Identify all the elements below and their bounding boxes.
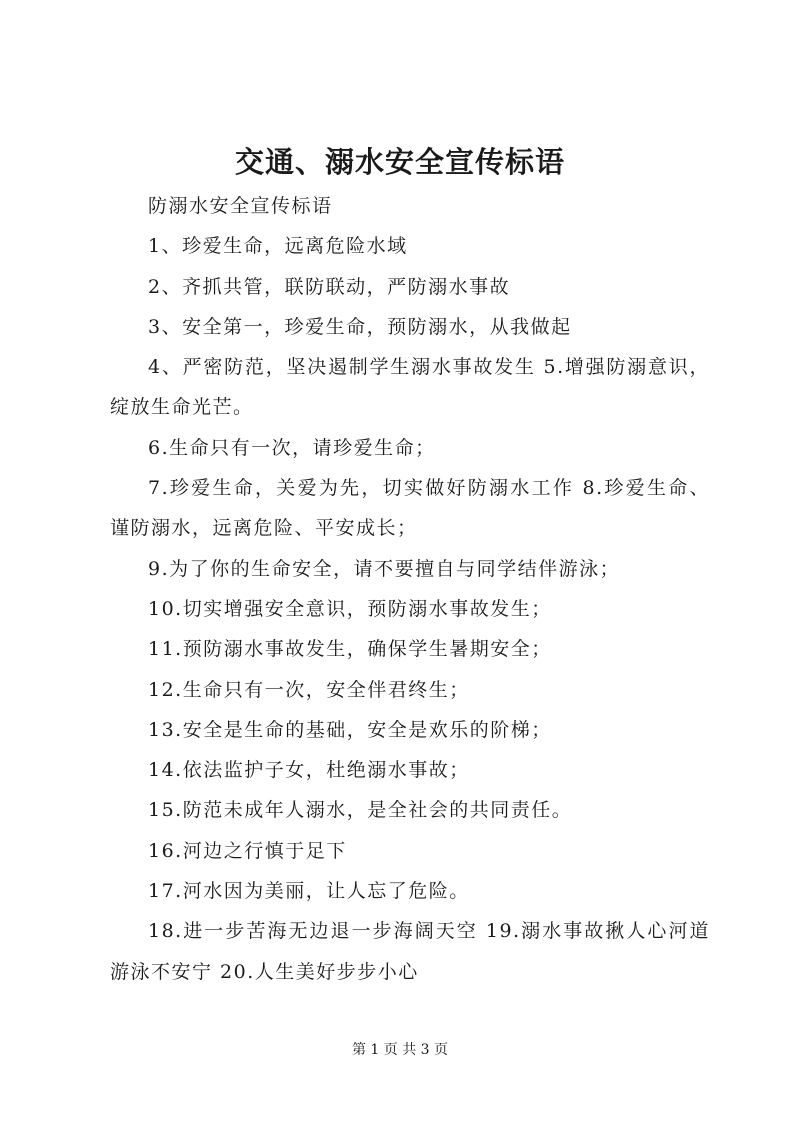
document-title: 交通、溺水安全宣传标语 xyxy=(234,145,565,179)
paragraph-item: 18.进一步苦海无边退一步海阔天空 19.溺水事故揪人心河道游泳不安宁 20.人生美好步步小心 xyxy=(110,920,710,983)
paragraph-item: 13.安全是生命的基础，安全是欢乐的阶梯； xyxy=(148,718,552,741)
document-body xyxy=(110,186,710,992)
paragraph-item: 3、安全第一，珍爱生命，预防溺水，从我做起 xyxy=(148,315,572,338)
paragraph-item: 12.生命只有一次，安全伴君终生； xyxy=(148,678,470,701)
paragraph-item: 1、珍爱生命，远离危险水域 xyxy=(148,235,408,258)
paragraph-item: 6.生命只有一次，请珍爱生命； xyxy=(148,436,436,459)
paragraph-item: 4、严密防范，坚决遏制学生溺水事故发生 5.增强防溺意识，绽放生命光芒。 xyxy=(110,356,710,419)
paragraph-item: 10.切实增强安全意识，预防溺水事故发生； xyxy=(148,597,552,620)
paragraph-item: 9.为了你的生命安全，请不要擅自与同学结伴游泳； xyxy=(148,557,621,580)
paragraph-item: 17.河水因为美丽，让人忘了危险。 xyxy=(148,880,470,903)
page-number-footer: 第 1 页 共 3 页 xyxy=(351,1042,449,1058)
paragraph-item: 2、齐抓共管，联防联动，严防溺水事故 xyxy=(148,275,511,298)
paragraph-item: 15.防范未成年人溺水，是全社会的共同责任。 xyxy=(148,799,573,822)
paragraph-item: 11.预防溺水事故发生，确保学生暑期安全； xyxy=(148,638,552,661)
paragraph-item: 16.河边之行慎于足下 xyxy=(148,839,347,862)
paragraph-subtitle: 防溺水安全宣传标语 xyxy=(148,195,333,217)
paragraph-item: 7.珍爱生命，关爱为先，切实做好防溺水工作 8.珍爱生命、谨防溺水，远离危险、平安成长； xyxy=(110,477,710,540)
paragraph-item: 14.依法监护子女，杜绝溺水事故； xyxy=(148,759,470,782)
